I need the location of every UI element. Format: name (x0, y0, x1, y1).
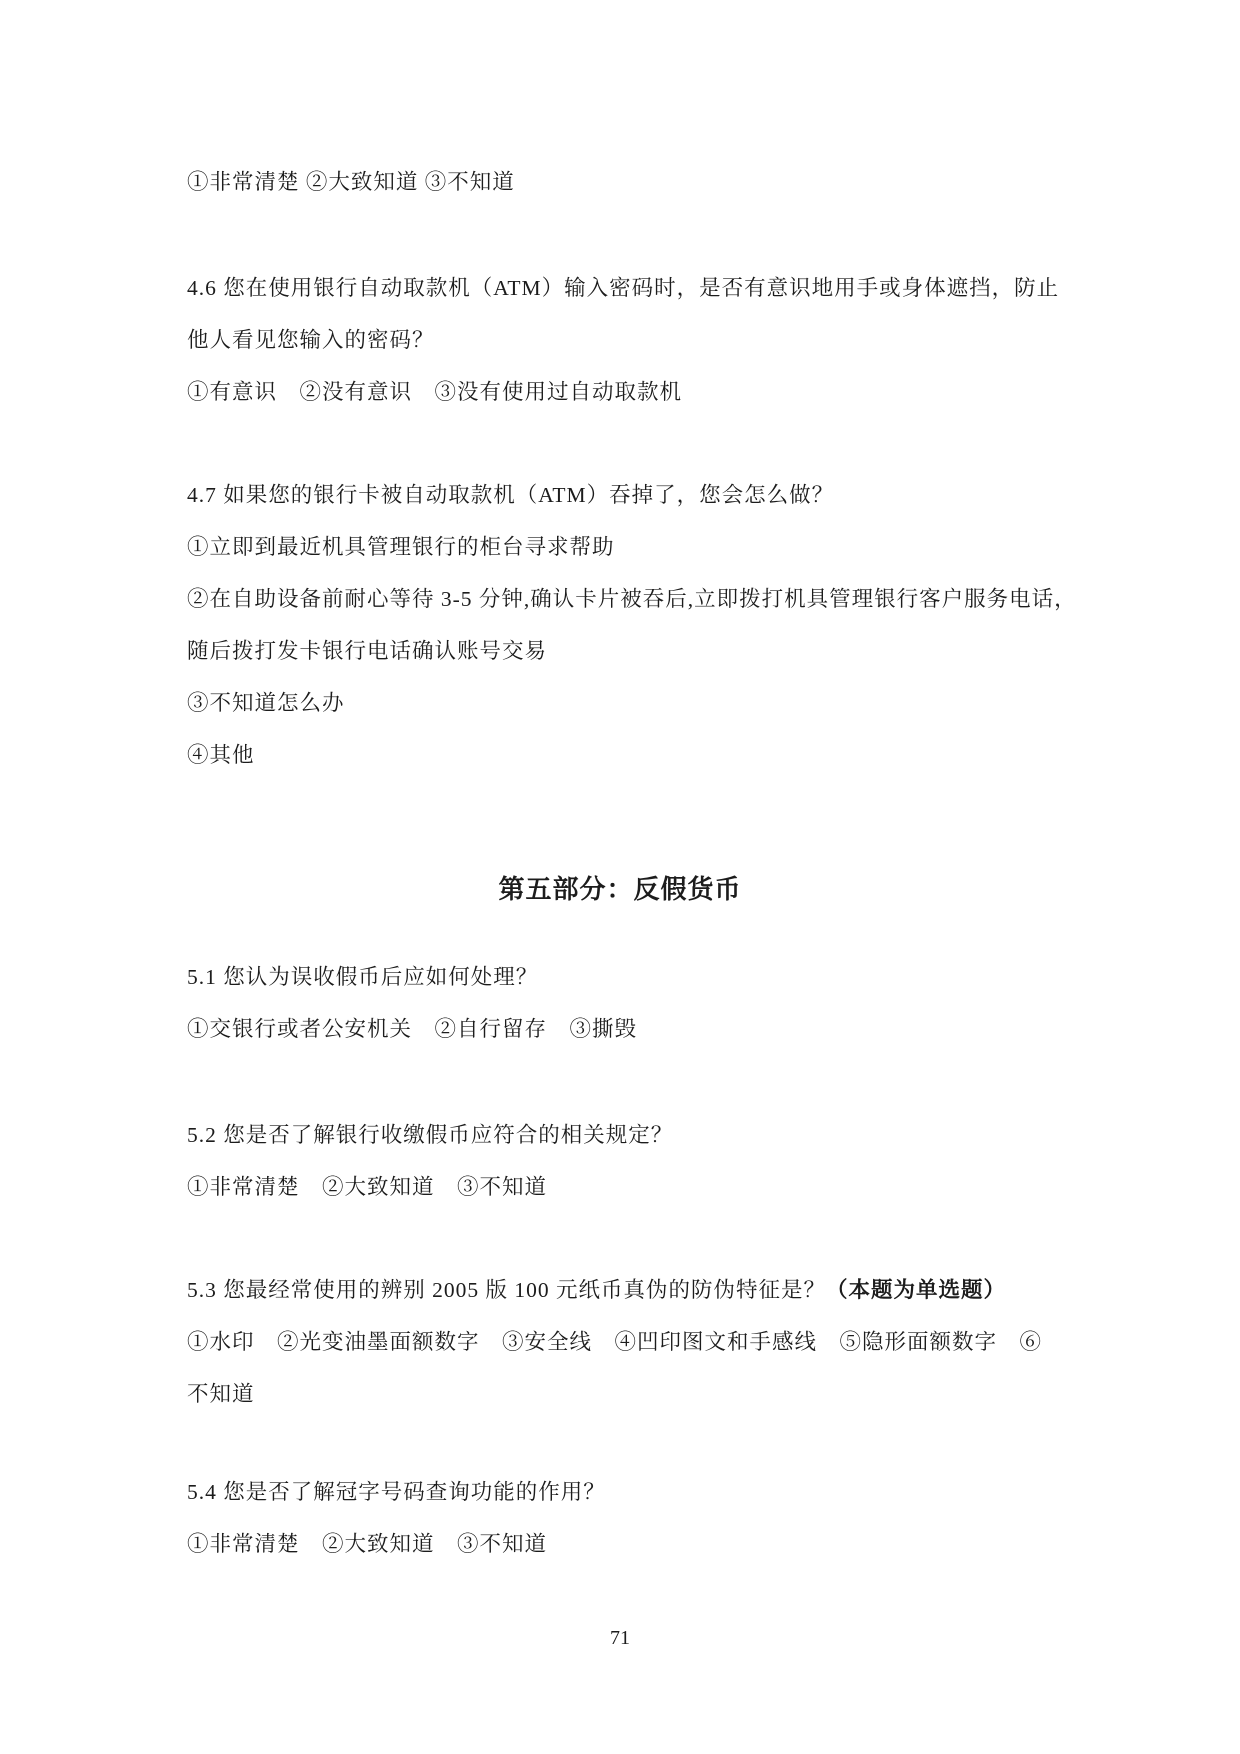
question-5-3-options-line-1: ①水印 ②光变油墨面额数字 ③安全线 ④凹印图文和手感线 ⑤隐形面额数字 ⑥ (187, 1330, 1043, 1354)
page-number: 71 (610, 1627, 630, 1649)
question-4-6-text-line-2: 他人看见您输入的密码？ (187, 328, 435, 352)
carryover-options-block (187, 156, 1067, 208)
question-5-2-options: ①非常清楚 ②大致知道 ③不知道 (187, 1175, 548, 1199)
section-5-heading: 第五部分：反假货币 (498, 875, 742, 905)
question-5-4-options: ①非常清楚 ②大致知道 ③不知道 (187, 1532, 548, 1556)
question-5-2-text: 5.2 您是否了解银行收缴假币应符合的相关规定？ (187, 1123, 674, 1147)
question-4-7-option-2-line-1: ②在自助设备前耐心等待 3-5 分钟,确认卡片被吞后,立即拨打机具管理银行客户服务电话， (187, 587, 1077, 611)
question-5-4-text: 5.4 您是否了解冠字号码查询功能的作用？ (187, 1480, 606, 1504)
question-5-3-text-line (187, 1264, 1067, 1316)
question-4-7-option-2-line-2: 随后拨打发卡银行电话确认账号交易 (187, 639, 548, 663)
question-4-7-option-3: ③不知道怎么办 (187, 691, 345, 715)
options-line: ①非常清楚 ②大致知道 ③不知道 (187, 170, 515, 194)
question-5-2 (187, 1109, 1067, 1213)
question-4-7 (187, 469, 1077, 781)
question-5-3-text: 5.3 您最经常使用的辨别 2005 版 100 元纸币真伪的防伪特征是？ (187, 1278, 827, 1302)
question-5-1-text: 5.1 您认为误收假币后应如何处理？ (187, 965, 539, 989)
question-5-3-bold-note: （本题为单选题） (826, 1278, 1007, 1302)
question-4-6 (187, 262, 1067, 418)
question-5-3 (187, 1264, 1067, 1420)
question-4-7-option-1: ①立即到最近机具管理银行的柜台寻求帮助 (187, 535, 615, 559)
question-5-4 (187, 1466, 1067, 1570)
question-4-7-option-4: ④其他 (187, 743, 255, 767)
question-5-1-options: ①交银行或者公安机关 ②自行留存 ③撕毁 (187, 1017, 638, 1041)
question-5-3-options-line-2: 不知道 (187, 1382, 255, 1406)
question-4-7-text: 4.7 如果您的银行卡被自动取款机（ATM）吞掉了，您会怎么做？ (187, 483, 835, 507)
question-5-1 (187, 951, 1067, 1055)
question-4-6-text-line-1: 4.6 您在使用银行自动取款机（ATM）输入密码时，是否有意识地用手或身体遮挡，防止 (187, 276, 1060, 300)
question-4-6-options: ①有意识 ②没有意识 ③没有使用过自动取款机 (187, 380, 683, 404)
